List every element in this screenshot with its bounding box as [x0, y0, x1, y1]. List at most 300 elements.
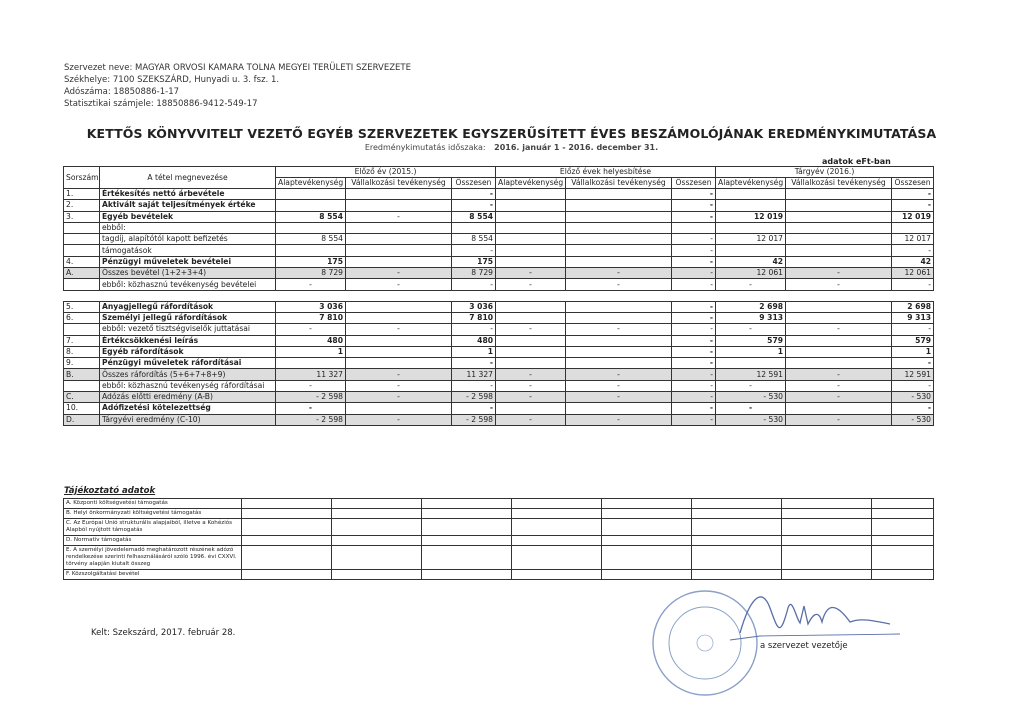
- row-value: 42: [716, 256, 786, 267]
- row-value: 3 036: [452, 301, 496, 312]
- row-value: [566, 234, 672, 245]
- info-value: [242, 499, 332, 509]
- row-value: -: [496, 369, 566, 380]
- col-name-header: A tétel megnevezése: [100, 167, 276, 189]
- table-row: [64, 414, 934, 425]
- sub-total: Összesen: [892, 178, 934, 189]
- info-label: A. Központi költségvetési támogatás: [64, 499, 242, 509]
- row-number: 8.: [64, 346, 100, 357]
- info-value: [512, 519, 602, 536]
- row-value: 8 729: [452, 268, 496, 279]
- info-row: [64, 519, 934, 536]
- sub-basic: Alaptevékenység: [276, 178, 346, 189]
- row-value: -: [672, 234, 716, 245]
- row-value: - 530: [716, 392, 786, 403]
- row-value: -: [892, 245, 934, 256]
- row-value: -: [786, 380, 892, 391]
- info-value: [692, 536, 782, 546]
- row-number: [64, 380, 100, 391]
- row-value: [786, 256, 892, 267]
- info-value: [782, 499, 872, 509]
- row-value: [566, 256, 672, 267]
- sub-basic: Alaptevékenység: [716, 178, 786, 189]
- row-value: 579: [892, 335, 934, 346]
- row-number: 2.: [64, 200, 100, 211]
- row-value: 12 591: [716, 369, 786, 380]
- info-value: [242, 536, 332, 546]
- row-value: -: [566, 279, 672, 290]
- info-value: [512, 570, 602, 580]
- row-value: -: [716, 279, 786, 290]
- row-value: 8 554: [452, 234, 496, 245]
- row-value: [786, 234, 892, 245]
- row-value: -: [672, 211, 716, 222]
- sub-total: Összesen: [672, 178, 716, 189]
- table-row: [64, 335, 934, 346]
- row-value: [566, 200, 672, 211]
- row-value: - 2 598: [276, 414, 346, 425]
- row-value: [276, 222, 346, 233]
- row-value: -: [276, 380, 346, 391]
- row-value: [566, 301, 672, 312]
- row-value: -: [496, 268, 566, 279]
- row-value: [786, 403, 892, 414]
- units-note: adatok eFt-ban: [822, 157, 891, 166]
- info-value: [332, 509, 422, 519]
- row-label: Összes ráfordítás (5+6+7+8+9): [100, 369, 276, 380]
- row-value: -: [672, 335, 716, 346]
- row-value: -: [346, 268, 452, 279]
- row-value: [786, 301, 892, 312]
- stat-id: Statisztikai számjele: 18850886-9412-549-17: [64, 99, 258, 109]
- row-number: [64, 222, 100, 233]
- info-value: [332, 546, 422, 570]
- table-row: [64, 403, 934, 414]
- table-row: [64, 358, 934, 369]
- row-value: -: [672, 301, 716, 312]
- row-value: -: [672, 380, 716, 391]
- row-value: 1: [892, 346, 934, 357]
- row-value: -: [786, 268, 892, 279]
- row-value: -: [786, 392, 892, 403]
- row-label: ebből: közhasznú tevékenység bevételei: [100, 279, 276, 290]
- row-value: -: [452, 324, 496, 335]
- row-value: -: [716, 403, 786, 414]
- row-value: -: [566, 369, 672, 380]
- row-number: 1.: [64, 189, 100, 200]
- info-value: [872, 499, 934, 509]
- row-label: Összes bevétel (1+2+3+4): [100, 268, 276, 279]
- info-value: [332, 536, 422, 546]
- info-value: [782, 509, 872, 519]
- row-value: -: [672, 279, 716, 290]
- row-value: -: [672, 245, 716, 256]
- table-row: [64, 279, 934, 290]
- row-value: -: [672, 189, 716, 200]
- row-value: 7 810: [452, 312, 496, 323]
- row-value: [566, 358, 672, 369]
- info-value: [422, 519, 512, 536]
- row-value: [496, 358, 566, 369]
- table-row: [64, 346, 934, 357]
- row-value: 175: [452, 256, 496, 267]
- info-row: [64, 536, 934, 546]
- table-row: [64, 189, 934, 200]
- org-seat: Székhelye: 7100 SZEKSZÁRD, Hunyadi u. 3. fsz. 1.: [64, 75, 280, 85]
- info-value: [872, 546, 934, 570]
- row-value: [346, 189, 452, 200]
- row-value: [786, 335, 892, 346]
- row-label: Személyi jellegű ráfordítások: [100, 312, 276, 323]
- row-value: 12 061: [716, 268, 786, 279]
- info-value: [422, 509, 512, 519]
- info-value: [602, 536, 692, 546]
- row-value: [346, 335, 452, 346]
- info-value: [512, 546, 602, 570]
- row-value: -: [452, 279, 496, 290]
- row-value: [276, 245, 346, 256]
- row-value: 480: [452, 335, 496, 346]
- row-value: -: [892, 200, 934, 211]
- group-prev-year: Előző év (2015.): [276, 167, 496, 178]
- row-value: 1: [716, 346, 786, 357]
- sub-basic: Alaptevékenység: [496, 178, 566, 189]
- row-label: Egyéb bevételek: [100, 211, 276, 222]
- row-value: [496, 346, 566, 357]
- row-value: -: [786, 324, 892, 335]
- row-value: -: [672, 403, 716, 414]
- info-value: [422, 536, 512, 546]
- table-spacer-row: [64, 290, 934, 301]
- info-value: [602, 499, 692, 509]
- row-label: Adófizetési kötelezettség: [100, 403, 276, 414]
- row-value: [496, 200, 566, 211]
- row-value: -: [566, 268, 672, 279]
- info-value: [332, 519, 422, 536]
- info-value: [782, 546, 872, 570]
- row-number: 5.: [64, 301, 100, 312]
- row-value: [672, 222, 716, 233]
- row-value: -: [716, 324, 786, 335]
- info-value: [782, 536, 872, 546]
- row-value: [566, 335, 672, 346]
- row-value: 1: [276, 346, 346, 357]
- row-value: -: [566, 380, 672, 391]
- place-date: Kelt: Szekszárd, 2017. február 28.: [91, 628, 236, 638]
- spacer-cell: [64, 290, 934, 301]
- row-value: [496, 256, 566, 267]
- table-row: [64, 245, 934, 256]
- row-value: [346, 346, 452, 357]
- row-label: Értékcsökkenési leírás: [100, 335, 276, 346]
- row-label: ebből:: [100, 222, 276, 233]
- row-value: [716, 200, 786, 211]
- row-value: -: [716, 380, 786, 391]
- row-value: [566, 189, 672, 200]
- row-value: [566, 222, 672, 233]
- table-row: [64, 324, 934, 335]
- info-value: [872, 519, 934, 536]
- row-value: [276, 358, 346, 369]
- row-value: [566, 346, 672, 357]
- info-label: B. Helyi önkormányzati költségvetési támogatás: [64, 509, 242, 519]
- info-value: [422, 546, 512, 570]
- row-number: [64, 279, 100, 290]
- sub-total: Összesen: [452, 178, 496, 189]
- row-value: -: [786, 369, 892, 380]
- row-value: [786, 346, 892, 357]
- row-value: -: [566, 324, 672, 335]
- row-value: 2 698: [716, 301, 786, 312]
- row-value: [496, 301, 566, 312]
- row-value: -: [672, 346, 716, 357]
- row-value: [496, 335, 566, 346]
- row-value: [786, 222, 892, 233]
- row-value: [716, 189, 786, 200]
- row-value: [716, 222, 786, 233]
- row-value: 12 591: [892, 369, 934, 380]
- row-value: -: [892, 189, 934, 200]
- row-value: -: [566, 392, 672, 403]
- signer-title: a szervezet vezetője: [760, 641, 848, 651]
- row-label: Pénzügyi műveletek bevételei: [100, 256, 276, 267]
- info-label: F. Közszolgáltatási bevétel: [64, 570, 242, 580]
- sub-business: Vállalkozási tevékenység: [786, 178, 892, 189]
- row-value: [346, 312, 452, 323]
- row-value: [346, 222, 452, 233]
- row-label: Adózás előtti eredmény (A-B): [100, 392, 276, 403]
- table-row: [64, 256, 934, 267]
- row-value: -: [452, 358, 496, 369]
- row-label: ebből: vezető tisztségviselők juttatásai: [100, 324, 276, 335]
- row-value: -: [786, 414, 892, 425]
- info-value: [602, 546, 692, 570]
- row-value: 7 810: [276, 312, 346, 323]
- row-value: -: [452, 403, 496, 414]
- row-value: -: [496, 414, 566, 425]
- table-row: [64, 234, 934, 245]
- row-value: -: [496, 279, 566, 290]
- row-value: [566, 312, 672, 323]
- row-value: - 530: [892, 414, 934, 425]
- info-value: [512, 536, 602, 546]
- table-row: [64, 222, 934, 233]
- row-value: -: [496, 392, 566, 403]
- row-value: -: [276, 279, 346, 290]
- row-label: tagdíj, alapítótól kapott befizetés: [100, 234, 276, 245]
- row-value: -: [892, 279, 934, 290]
- row-value: [346, 301, 452, 312]
- document-title: KETTŐS KÖNYVVITELT VEZETŐ EGYÉB SZERVEZETEK EGYSZERŰSÍTETT ÉVES BESZÁMOLÓJÁNAK EREDMÉNYKIMUTATÁSA: [86, 126, 937, 141]
- info-value: [332, 499, 422, 509]
- info-section-title: Tájékoztató adatok: [64, 486, 156, 496]
- row-value: 2 698: [892, 301, 934, 312]
- row-value: -: [276, 403, 346, 414]
- income-statement-table: [63, 166, 934, 426]
- period-value: 2016. január 1 - 2016. december 31.: [494, 143, 659, 152]
- info-value: [692, 519, 782, 536]
- row-value: [786, 245, 892, 256]
- row-label: Pénzügyi műveletek ráfordításai: [100, 358, 276, 369]
- row-value: -: [672, 312, 716, 323]
- table-row: [64, 312, 934, 323]
- row-value: 11 327: [276, 369, 346, 380]
- row-label: Egyéb ráfordítások: [100, 346, 276, 357]
- row-value: [786, 211, 892, 222]
- row-label: Értékesítés nettó árbevétele: [100, 189, 276, 200]
- sub-business: Vállalkozási tevékenység: [566, 178, 672, 189]
- sub-business: Vállalkozási tevékenység: [346, 178, 452, 189]
- table-row: [64, 380, 934, 391]
- row-value: -: [672, 256, 716, 267]
- org-name: Szervezet neve: MAGYAR ORVOSI KAMARA TOLNA MEGYEI TERÜLETI SZERVEZETE: [64, 63, 411, 73]
- row-value: [452, 222, 496, 233]
- row-value: [276, 189, 346, 200]
- row-value: -: [346, 279, 452, 290]
- row-number: 3.: [64, 211, 100, 222]
- row-value: 8 729: [276, 268, 346, 279]
- row-number: [64, 324, 100, 335]
- row-value: [496, 234, 566, 245]
- row-value: -: [672, 268, 716, 279]
- info-row: [64, 546, 934, 570]
- row-value: -: [892, 324, 934, 335]
- row-value: 8 554: [452, 211, 496, 222]
- group-correction: Előző évek helyesbítése: [496, 167, 716, 178]
- row-number: [64, 234, 100, 245]
- row-number: 6.: [64, 312, 100, 323]
- row-value: 12 017: [716, 234, 786, 245]
- row-value: 12 019: [716, 211, 786, 222]
- row-value: [566, 403, 672, 414]
- row-number: 10.: [64, 403, 100, 414]
- row-value: -: [672, 324, 716, 335]
- period-label: Eredménykimutatás időszaka:: [364, 143, 486, 152]
- row-label: Anyagjellegű ráfordítások: [100, 301, 276, 312]
- row-value: 9 313: [892, 312, 934, 323]
- row-value: 480: [276, 335, 346, 346]
- info-table: [63, 498, 934, 580]
- info-value: [872, 509, 934, 519]
- row-number: [64, 245, 100, 256]
- row-value: [276, 200, 346, 211]
- row-value: [566, 245, 672, 256]
- row-value: [786, 312, 892, 323]
- table-row: [64, 268, 934, 279]
- row-value: -: [672, 414, 716, 425]
- info-value: [602, 519, 692, 536]
- row-value: -: [346, 324, 452, 335]
- row-value: 12 019: [892, 211, 934, 222]
- row-value: -: [452, 245, 496, 256]
- row-value: 42: [892, 256, 934, 267]
- info-value: [872, 536, 934, 546]
- group-current-year: Tárgyév (2016.): [716, 167, 934, 178]
- row-value: - 2 598: [452, 392, 496, 403]
- info-value: [242, 519, 332, 536]
- row-value: 175: [276, 256, 346, 267]
- row-value: -: [452, 200, 496, 211]
- row-value: [346, 245, 452, 256]
- row-value: 12 017: [892, 234, 934, 245]
- row-value: 9 313: [716, 312, 786, 323]
- row-value: 11 327: [452, 369, 496, 380]
- row-number: C.: [64, 392, 100, 403]
- row-value: 12 061: [892, 268, 934, 279]
- row-value: [496, 222, 566, 233]
- row-value: [786, 200, 892, 211]
- col-number-header: Sorszám: [64, 167, 100, 189]
- info-value: [512, 499, 602, 509]
- row-value: -: [276, 324, 346, 335]
- row-value: - 530: [892, 392, 934, 403]
- row-value: 8 554: [276, 234, 346, 245]
- info-value: [692, 546, 782, 570]
- info-row: [64, 509, 934, 519]
- row-value: -: [346, 369, 452, 380]
- row-value: [346, 403, 452, 414]
- row-value: -: [672, 392, 716, 403]
- info-value: [602, 509, 692, 519]
- table-row: [64, 211, 934, 222]
- info-value: [242, 570, 332, 580]
- info-label: C. Az Európai Unió strukturális alapjaiból, illetve a Kohéziós Alapból nyújtott támogatás: [64, 519, 242, 536]
- row-value: [786, 358, 892, 369]
- row-value: -: [672, 358, 716, 369]
- table-row: [64, 301, 934, 312]
- row-value: -: [346, 414, 452, 425]
- table-header-row-1: [64, 167, 934, 178]
- row-value: -: [892, 358, 934, 369]
- row-value: [496, 312, 566, 323]
- info-label: D. Normatív támogatás: [64, 536, 242, 546]
- row-number: 4.: [64, 256, 100, 267]
- signature-icon: [700, 578, 910, 648]
- row-value: [496, 403, 566, 414]
- table-row: [64, 200, 934, 211]
- info-value: [332, 570, 422, 580]
- info-value: [242, 509, 332, 519]
- table-row: [64, 369, 934, 380]
- row-value: -: [346, 211, 452, 222]
- row-label: Tárgyévi eredmény (C-10): [100, 414, 276, 425]
- row-number: A.: [64, 268, 100, 279]
- row-label: támogatások: [100, 245, 276, 256]
- row-number: 9.: [64, 358, 100, 369]
- row-value: [346, 358, 452, 369]
- row-value: - 530: [716, 414, 786, 425]
- row-value: -: [672, 369, 716, 380]
- row-label: ebből: közhasznú tevékenység ráfordításai: [100, 380, 276, 391]
- row-value: [496, 189, 566, 200]
- row-value: -: [496, 380, 566, 391]
- row-value: [496, 245, 566, 256]
- info-value: [242, 546, 332, 570]
- table-row: [64, 392, 934, 403]
- row-value: -: [496, 324, 566, 335]
- info-value: [692, 499, 782, 509]
- info-value: [602, 570, 692, 580]
- info-value: [692, 509, 782, 519]
- row-value: 1: [452, 346, 496, 357]
- row-value: -: [892, 380, 934, 391]
- info-value: [422, 499, 512, 509]
- row-value: [716, 245, 786, 256]
- info-row: [64, 499, 934, 509]
- info-label: E. A személyi jövedelemadó meghatározott részének adózó rendelkezése szerinti felhasználásáról szóló 1996. évi CXXVI. törvény alapján kiutalt összeg: [64, 546, 242, 570]
- row-value: 3 036: [276, 301, 346, 312]
- row-value: -: [566, 414, 672, 425]
